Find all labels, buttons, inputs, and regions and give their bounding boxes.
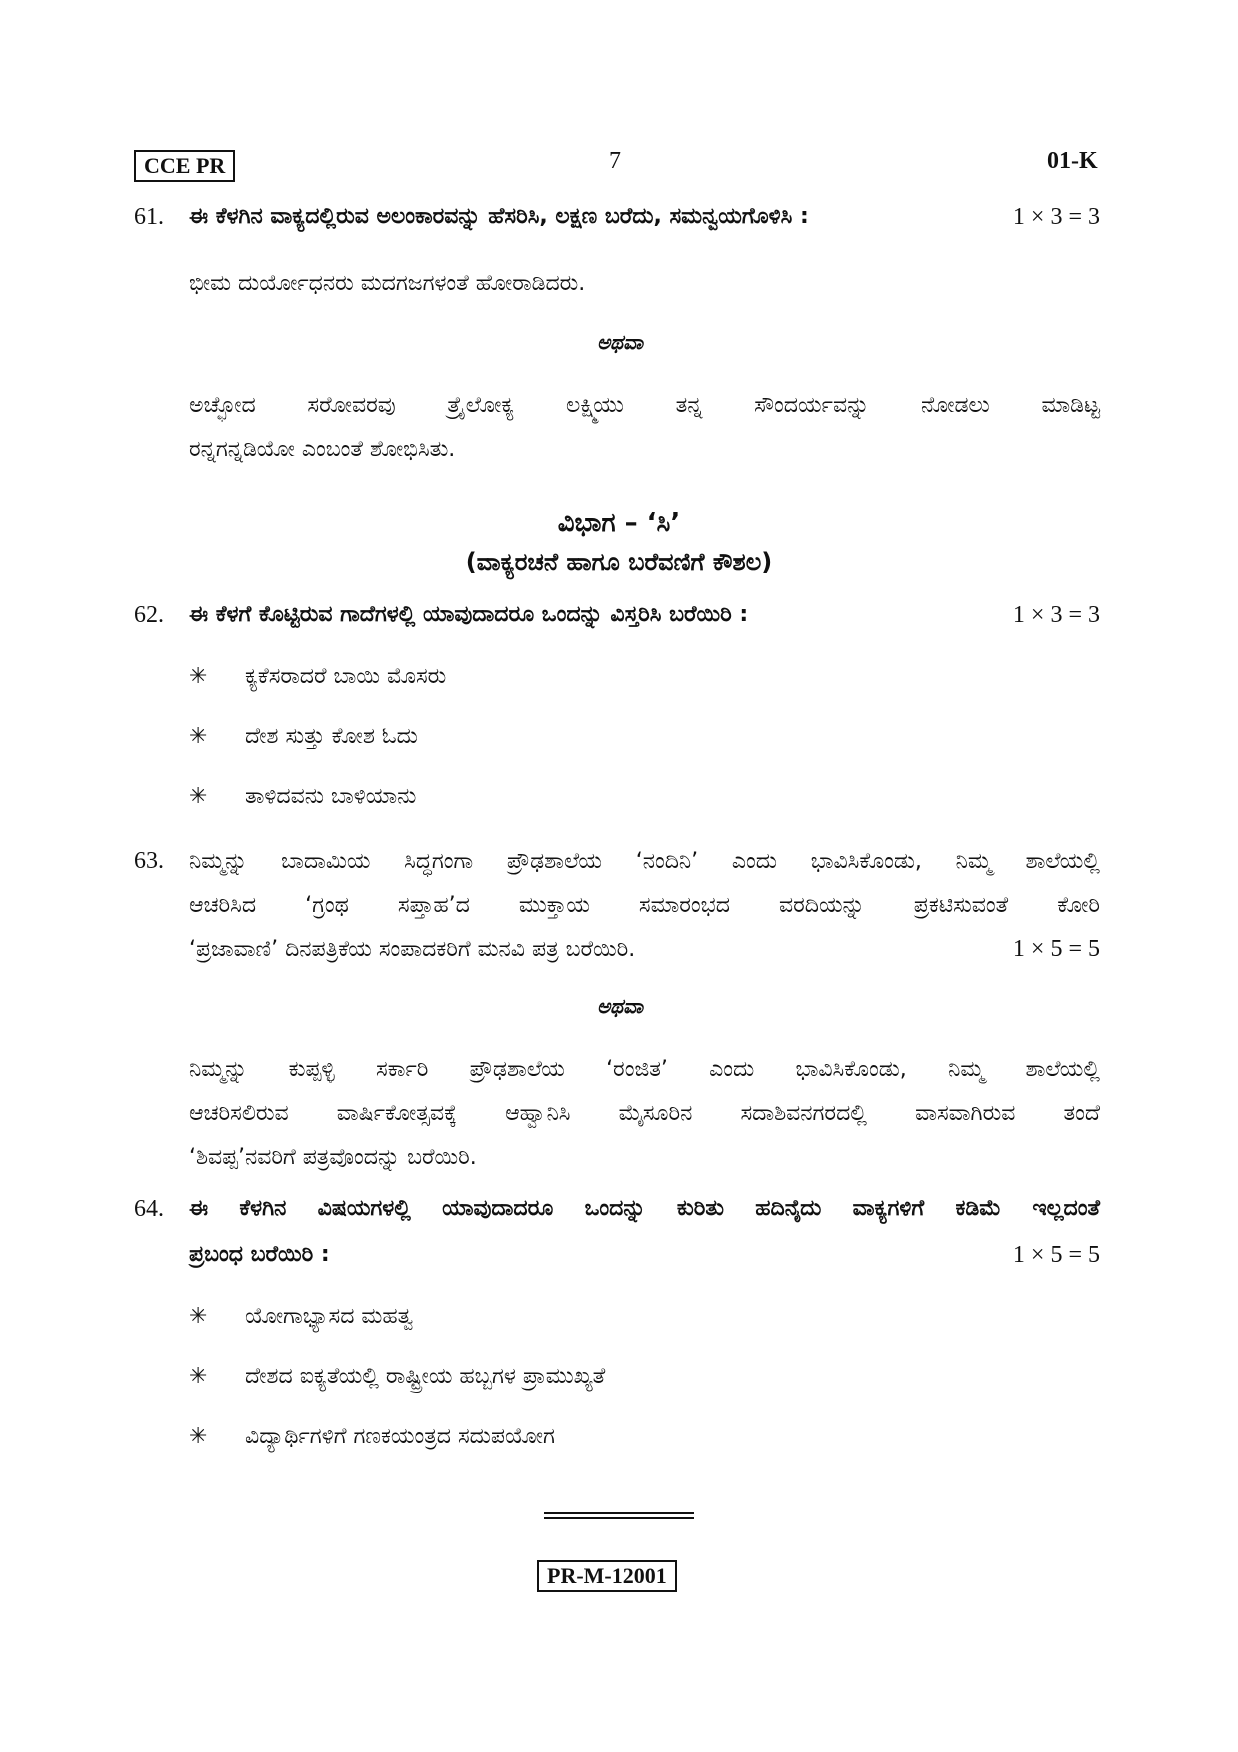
question-number: 62. bbox=[134, 602, 164, 628]
alt-line3: ‘ಶಿವಪ್ಪ’ನವರಿಗೆ ಪತ್ರವೊಂದನ್ನು ಬರೆಯಿರಿ. bbox=[189, 1145, 477, 1170]
section-title: ವಿಭಾಗ – ‘ಸಿ’ bbox=[557, 508, 681, 538]
question-number: 61. bbox=[134, 204, 164, 230]
list-item bbox=[189, 784, 416, 809]
page-number: 7 bbox=[609, 148, 621, 174]
alt-line2: ಆಚರಿಸಲಿರುವ ವಾರ್ಷಿಕೋತ್ಸವಕ್ಕೆ ಆಹ್ವಾನಿಸಿ ಮೈಸೂರಿನ ಸದಾಶಿವನಗರದಲ್ಲಿ ವಾಸವಾಗಿರುವ ತಂದೆ bbox=[189, 1101, 1100, 1126]
question-marks: 1 × 3 = 3 bbox=[1012, 204, 1100, 230]
essay-topic: ಯೋಗಾಭ್ಯಾಸದ ಮಹತ್ವ bbox=[245, 1304, 414, 1329]
alt-sentence-line1: ಅಚ್ಛೋದ ಸರೋವರವು ತ್ರೈಲೋಕ್ಯ ಲಕ್ಷ್ಮಿಯು ತನ್ನ ಸೌಂದರ್ಯವನ್ನು ನೋಡಲು ಮಾಡಿಟ್ಟ bbox=[189, 393, 1100, 418]
proverb-text: ಕ್ಯಕೆಸರಾದರೆ ಬಾಯಿ ಮೊಸರು bbox=[245, 664, 447, 689]
end-of-page-rule bbox=[544, 1512, 694, 1519]
header-right-code: 01-K bbox=[1047, 148, 1098, 174]
question-marks: 1 × 5 = 5 bbox=[1012, 936, 1100, 962]
list-item bbox=[189, 724, 418, 749]
alt-line1: ನಿಮ್ಮನ್ನು ಕುಪ್ಪಳ್ಳಿ ಸರ್ಕಾರಿ ಪ್ರೌಢಶಾಲೆಯ ‘ರಂಜಿತ’ ಎಂದು ಭಾವಿಸಿಕೊಂಡು, ನಿಮ್ಮ ಶಾಲೆಯಲ್ಲಿ bbox=[189, 1057, 1100, 1082]
list-item bbox=[189, 664, 446, 689]
question-number: 64. bbox=[134, 1196, 164, 1222]
alt-sentence-line2: ರನ್ನಗನ್ನಡಿಯೋ ಎಂಬಂತೆ ಶೋಭಿಸಿತು. bbox=[189, 437, 456, 462]
question-line1: ನಿಮ್ಮನ್ನು ಬಾದಾಮಿಯ ಸಿದ್ಧಗಂಗಾ ಪ್ರೌಢಶಾಲೆಯ ‘ನಂದಿನಿ’ ಎಂದು ಭಾವಿಸಿಕೊಂಡು, ನಿಮ್ಮ ಶಾಲೆಯಲ್ಲಿ bbox=[189, 849, 1100, 874]
question-number: 63. bbox=[134, 848, 164, 874]
list-item bbox=[189, 1424, 555, 1449]
essay-topic: ವಿದ್ಯಾರ್ಥಿಗಳಿಗೆ ಗಣಕಯಂತ್ರದ ಸದುಪಯೋಗ bbox=[245, 1424, 555, 1449]
proverb-text: ತಾಳಿದವನು ಬಾಳಿಯಾನು bbox=[245, 784, 417, 809]
header-left-code: CCE PR bbox=[134, 150, 235, 182]
or-label: ಅಥವಾ bbox=[597, 994, 643, 1018]
question-marks: 1 × 3 = 3 bbox=[1012, 602, 1100, 628]
asterisk-bullet-icon: ✳ bbox=[189, 1424, 208, 1449]
asterisk-bullet-icon: ✳ bbox=[189, 664, 208, 689]
list-item bbox=[189, 1304, 413, 1329]
asterisk-bullet-icon: ✳ bbox=[189, 784, 208, 809]
section-subtitle: (ವಾಕ್ಯರಚನೆ ಹಾಗೂ ಬರೆವಣಿಗೆ ಕೌಶಲ) bbox=[465, 548, 773, 576]
question-line2: ಆಚರಿಸಿದ ‘ಗ್ರಂಥ ಸಪ್ತಾಹ’ದ ಮುಕ್ತಾಯ ಸಮಾರಂಭದ ವರದಿಯನ್ನು ಪ್ರಕಟಿಸುವಂತೆ ಕೋರಿ bbox=[189, 893, 1100, 918]
asterisk-bullet-icon: ✳ bbox=[189, 1364, 208, 1389]
proverb-text: ದೇಶ ಸುತ್ತು ಕೋಶ ಓದು bbox=[245, 724, 418, 749]
list-item bbox=[189, 1364, 605, 1389]
question-line3: ‘ಪ್ರಜಾವಾಣಿ’ ದಿನಪತ್ರಿಕೆಯ ಸಂಪಾದಕರಿಗೆ ಮನವಿ ಪತ್ರ ಬರೆಯಿರಿ. bbox=[189, 937, 636, 962]
essay-topic: ದೇಶದ ಐಕ್ಯತೆಯಲ್ಲಿ ರಾಷ್ಟ್ರೀಯ ಹಬ್ಬಗಳ ಪ್ರಾಮುಖ್ಯತೆ bbox=[245, 1364, 606, 1389]
question-line2: ಪ್ರಬಂಧ ಬರೆಯಿರಿ : bbox=[189, 1242, 330, 1267]
asterisk-bullet-icon: ✳ bbox=[189, 1304, 208, 1329]
question-line1: ಈ ಕೆಳಗಿನ ವಿಷಯಗಳಲ್ಲಿ ಯಾವುದಾದರೂ ಒಂದನ್ನು ಕುರಿತು ಹದಿನೈದು ವಾಕ್ಯಗಳಿಗೆ ಕಡಿಮೆ ಇಲ್ಲದಂತೆ bbox=[189, 1196, 1100, 1221]
question-sentence: ಭೀಮ ದುರ್ಯೋಧನರು ಮದಗಜಗಳಂತೆ ಹೋರಾಡಿದರು. bbox=[189, 271, 586, 296]
question-prompt: ಈ ಕೆಳಗಿನ ವಾಕ್ಯದಲ್ಲಿರುವ ಅಲಂಕಾರವನ್ನು ಹೆಸರಿಸಿ, ಲಕ್ಷಣ ಬರೆದು, ಸಮನ್ವಯಗೊಳಿಸಿ : bbox=[189, 204, 809, 229]
footer-code: PR-M-12001 bbox=[537, 1560, 677, 1592]
question-prompt: ಈ ಕೆಳಗೆ ಕೊಟ್ಟಿರುವ ಗಾದೆಗಳಲ್ಲಿ ಯಾವುದಾದರೂ ಒಂದನ್ನು ವಿಸ್ತರಿಸಿ ಬರೆಯಿರಿ : bbox=[189, 602, 749, 627]
or-label: ಅಥವಾ bbox=[597, 330, 643, 354]
asterisk-bullet-icon: ✳ bbox=[189, 724, 208, 749]
question-marks: 1 × 5 = 5 bbox=[1012, 1242, 1100, 1268]
